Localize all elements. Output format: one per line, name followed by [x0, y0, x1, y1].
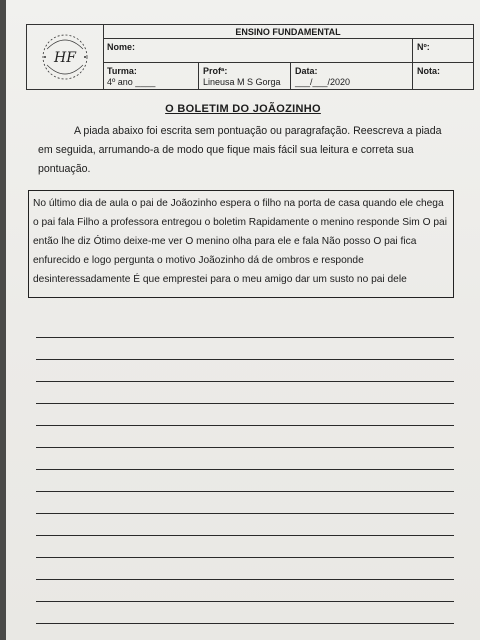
answer-line: [36, 382, 454, 404]
teacher-value: Lineusa M S Gorga: [203, 77, 281, 87]
answer-line: [36, 448, 454, 470]
answer-line: [36, 580, 454, 602]
worksheet-page: [6, 0, 480, 640]
answer-line: [36, 338, 454, 360]
number-label: Nº:: [417, 42, 430, 52]
grade-field: [413, 63, 473, 89]
teacher-label: Profª:: [203, 66, 228, 76]
answer-line: [36, 624, 454, 640]
class-label: Turma:: [107, 66, 137, 76]
joke-text-box: No último dia de aula o pai de Joãozinho espera o filho na porta de casa quando ele chega o pai fala Filho a professora entregou o boletim Rapidamente o menino responde Sim O pai então lhe diz Ótimo deixe-me ver O menino olha para ele e fala Não posso O pai fica enfurecido e logo pergunta o motivo Joãozinho dá de ombros e responde desinteressadamente É que emprestei para o meu amigo dar um susto no pai dele: [28, 190, 454, 298]
answer-line: [36, 404, 454, 426]
grade-label: Nota:: [417, 66, 440, 76]
answer-line: [36, 558, 454, 580]
answer-line: [36, 492, 454, 514]
answer-line: [36, 360, 454, 382]
date-label: Data:: [295, 66, 318, 76]
answer-line: [36, 470, 454, 492]
school-seal-icon: [33, 27, 97, 87]
class-field: [103, 63, 199, 89]
worksheet-title: O BOLETIM DO JOÃOZINHO: [165, 103, 321, 115]
class-value: 4º ano ____: [107, 77, 156, 87]
answer-line: [36, 316, 454, 338]
answer-line: [36, 602, 454, 624]
teacher-field: [199, 63, 291, 89]
name-label: Nome:: [107, 42, 136, 52]
answer-line: [36, 536, 454, 558]
answer-line: [36, 514, 454, 536]
answer-line: [36, 426, 454, 448]
svg-text:HF: HF: [54, 50, 76, 66]
instructions-text: A piada abaixo foi escrita sem pontuação ou paragrafação. Reescreva a piada em seguida, arrumando-a de modo que fique mais fácil sua leitura e correta sua pontuação.: [38, 125, 442, 175]
date-field: [291, 63, 413, 89]
header-table: [26, 24, 474, 90]
name-field: [103, 39, 413, 63]
answer-lines: [36, 316, 454, 640]
school-title: ENSINO FUNDAMENTAL: [103, 25, 473, 39]
date-value: ___/___/2020: [295, 77, 351, 87]
school-logo: [27, 25, 104, 89]
number-field: [413, 39, 473, 63]
